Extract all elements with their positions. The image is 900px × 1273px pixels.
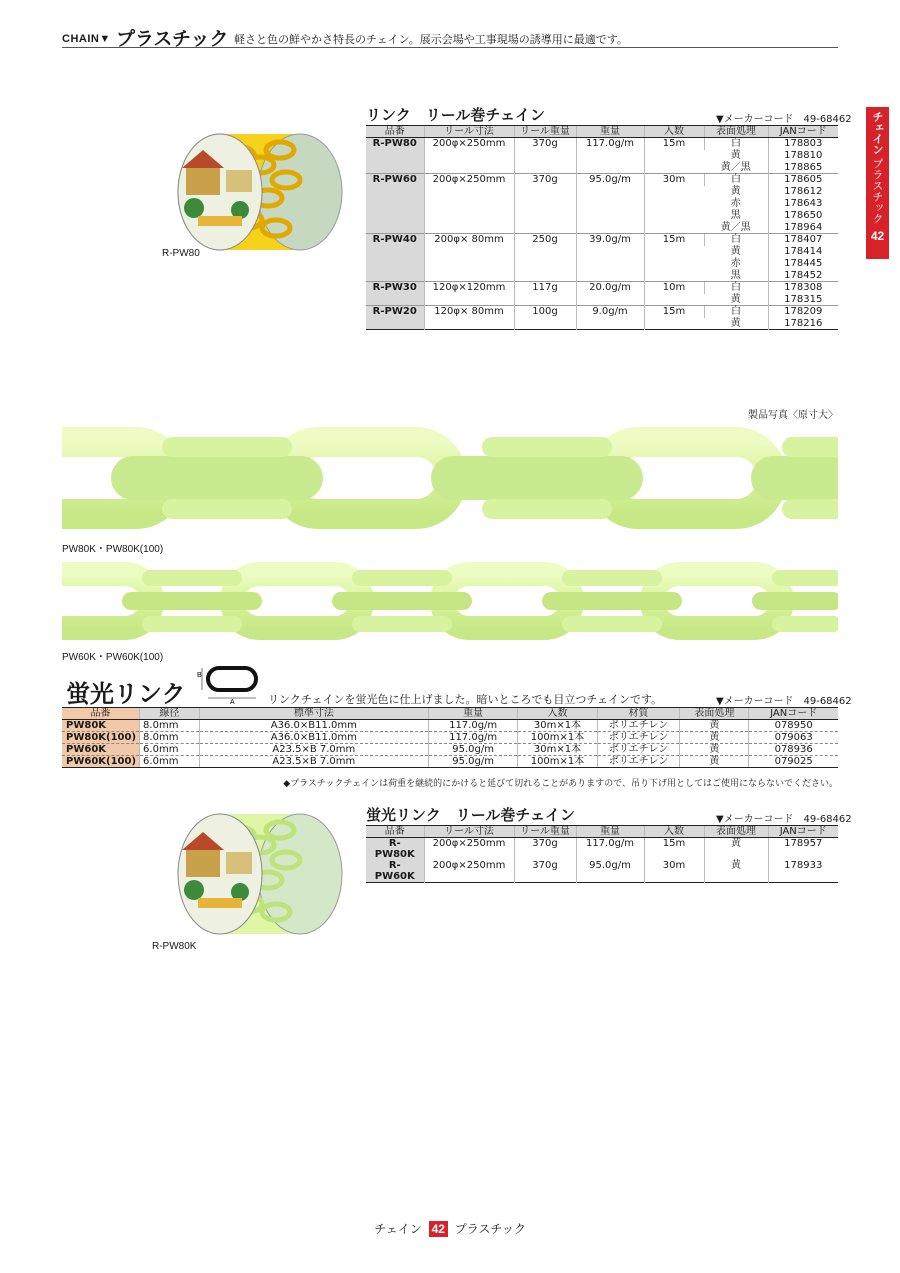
dim-b-label: B [197, 672, 202, 679]
jan-code: 178810 [768, 150, 838, 162]
finish: 黄 [730, 293, 741, 305]
finish: 黄 [680, 720, 749, 732]
jan-code: 178933 [768, 860, 838, 883]
finish: 黄／黒 [720, 161, 751, 173]
table-row [62, 744, 838, 756]
jan-code: 178445 [768, 258, 838, 270]
finish: 黄 [680, 744, 749, 756]
quantity: 10m [644, 282, 704, 306]
col-header: 標準寸法 [199, 708, 428, 720]
jan-code: 178803 [768, 138, 838, 150]
product-code: PW80K(100) [62, 732, 140, 744]
col-header: JANコード [749, 708, 838, 720]
finish: 白 [704, 174, 768, 186]
weight: 117.0g/m [576, 138, 644, 174]
quantity: 15m [644, 838, 704, 861]
jan-code: 178612 [768, 186, 838, 198]
reel-size: 120φ×120mm [424, 282, 514, 306]
page-footer [0, 1220, 900, 1237]
product-code: R-PW60 [366, 174, 424, 234]
jan-code: 079025 [749, 756, 838, 768]
col-header: リール寸法 [424, 826, 514, 838]
finish: 黒 [730, 269, 741, 281]
product-code: PW80K [62, 720, 140, 732]
finish: 白 [704, 234, 768, 246]
standard-size: A23.5×B 7.0mm [199, 756, 428, 768]
jan-code: 178643 [768, 198, 838, 210]
jan-code: 079063 [749, 732, 838, 744]
jan-code: 078936 [749, 744, 838, 756]
jan-code: 078950 [749, 720, 838, 732]
quantity: 30m [644, 174, 704, 234]
weight: 117.0g/m [576, 838, 644, 861]
col-header: 入数 [644, 826, 704, 838]
side-tab-page: 42 [870, 229, 885, 243]
col-header: 品番 [62, 708, 140, 720]
jan-code: 178308 [768, 282, 838, 294]
finish: 白 [704, 306, 768, 318]
col-header: JANコード [768, 826, 838, 838]
col-header: 表面処理 [680, 708, 749, 720]
weight: 20.0g/m [576, 282, 644, 306]
section1-maker-code: ▼メーカーコード 49-68462 [716, 114, 852, 125]
col-header: 入数 [644, 126, 704, 138]
product-code: PW60K [62, 744, 140, 756]
quantity: 15m [644, 138, 704, 174]
side-tab-title: チェイン [871, 111, 884, 155]
finish: 黄 [680, 732, 749, 744]
finish: 黄 [730, 149, 741, 161]
table-row [366, 860, 838, 883]
reel-weight: 100g [514, 306, 576, 330]
reel-size: 200φ×250mm [424, 138, 514, 174]
footer-right: プラスチック [454, 1222, 526, 1236]
material: ポリエチレン [597, 720, 680, 732]
col-header: 重量 [576, 126, 644, 138]
section1-title: リンク リール巻チェイン [366, 106, 545, 124]
standard-size: A23.5×B 7.0mm [199, 744, 428, 756]
side-tab-subtitle: プラスチック [871, 158, 884, 224]
jan-code: 178964 [768, 222, 838, 234]
reel-caption-2: R-PW80K [152, 941, 197, 952]
finish: 黄 [730, 245, 741, 257]
quantity: 30m×1本 [518, 744, 597, 756]
quantity: 30m [644, 860, 704, 883]
table-row [62, 756, 838, 768]
col-header: リール寸法 [424, 126, 514, 138]
reel-size: 120φ× 80mm [424, 306, 514, 330]
col-header: 表面処理 [704, 126, 768, 138]
quantity: 100m×1本 [518, 732, 597, 744]
jan-code: 178216 [768, 318, 838, 330]
material: ポリエチレン [597, 756, 680, 768]
finish: 黄 [704, 860, 768, 883]
reel-size: 200φ×250mm [424, 838, 514, 861]
finish: 黄 [730, 185, 741, 197]
finish: 黄 [680, 756, 749, 768]
product-code: R-PW60K [366, 860, 424, 883]
col-header: 線径 [140, 708, 200, 720]
quantity: 15m [644, 234, 704, 282]
material: ポリエチレン [597, 744, 680, 756]
weight: 95.0g/m [428, 744, 517, 756]
finish: 黄／黒 [720, 221, 751, 233]
reel-size: 200φ×250mm [424, 174, 514, 234]
photo-note: 製品写真〈原寸大〉 [748, 410, 838, 421]
jan-code: 178605 [768, 174, 838, 186]
material: ポリエチレン [597, 732, 680, 744]
reel-chain-table [366, 125, 838, 330]
table-row [366, 174, 838, 186]
reel-caption-1: R-PW80 [162, 248, 200, 259]
col-header: 表面処理 [704, 826, 768, 838]
col-header: 品番 [366, 126, 424, 138]
col-header: 重量 [576, 826, 644, 838]
col-header: 入数 [518, 708, 597, 720]
product-code: R-PW30 [366, 282, 424, 306]
reel-weight: 250g [514, 234, 576, 282]
table-row [62, 732, 838, 744]
finish: 赤 [730, 257, 741, 269]
wire-diameter: 6.0mm [140, 744, 200, 756]
finish: 黄 [704, 838, 768, 861]
table-row [366, 306, 838, 318]
finish: 黒 [730, 209, 741, 221]
reel-size: 200φ× 80mm [424, 234, 514, 282]
table-row [366, 138, 838, 150]
weight: 95.0g/m [576, 860, 644, 883]
standard-size: A36.0×B11.0mm [199, 720, 428, 732]
jan-code: 178650 [768, 210, 838, 222]
product-code: R-PW80K [366, 838, 424, 861]
product-code: R-PW80 [366, 138, 424, 174]
col-header: 品番 [366, 826, 424, 838]
weight: 117.0g/m [428, 720, 517, 732]
wire-diameter: 8.0mm [140, 720, 200, 732]
jan-code: 178315 [768, 294, 838, 306]
weight: 95.0g/m [428, 756, 517, 768]
page-header [62, 24, 838, 48]
weight: 39.0g/m [576, 234, 644, 282]
footer-left: チェイン [374, 1222, 422, 1236]
finish: 赤 [730, 197, 741, 209]
category-title: プラスチック [116, 28, 229, 50]
product-code: R-PW40 [366, 234, 424, 282]
footer-page-number: 42 [429, 1221, 448, 1237]
section2-subtitle: リンクチェインを蛍光色に仕上げました。暗いところでも目立つチェインです。 [268, 693, 663, 706]
dim-a-label: A [230, 699, 235, 706]
quantity: 30m×1本 [518, 720, 597, 732]
fluorescent-reel-table [366, 825, 838, 883]
quantity: 15m [644, 306, 704, 330]
jan-code: 178957 [768, 838, 838, 861]
reel-size: 200φ×250mm [424, 860, 514, 883]
jan-code: 178209 [768, 306, 838, 318]
section2-maker-code: ▼メーカーコード 49-68462 [716, 696, 852, 707]
reel-weight: 370g [514, 860, 576, 883]
weight: 95.0g/m [576, 174, 644, 234]
reel-weight: 370g [514, 138, 576, 174]
caution-note: ◆プラスチックチェインは荷重を継続的にかけると延びて切れることがありますので、吊り下げ用としてはご使用にならないでください。 [283, 779, 838, 789]
col-header: 重量 [428, 708, 517, 720]
reel-weight: 370g [514, 838, 576, 861]
table-row [366, 282, 838, 294]
section3-title: 蛍光リンク リール巻チェイン [366, 806, 575, 824]
weight: 117.0g/m [428, 732, 517, 744]
fluorescent-link-table [62, 707, 838, 768]
chain-photo-pw60k [62, 556, 838, 644]
col-header: リール重量 [514, 126, 576, 138]
reel-weight: 370g [514, 174, 576, 234]
finish: 黄 [730, 317, 741, 329]
chain-caption-1: PW80K・PW80K(100) [62, 544, 164, 555]
reel-weight: 117g [514, 282, 576, 306]
section2-title: 蛍光リンク [66, 680, 186, 708]
finish: 白 [704, 138, 768, 150]
table-row [366, 838, 838, 861]
jan-code: 178414 [768, 246, 838, 258]
weight: 9.0g/m [576, 306, 644, 330]
chain-photo-pw80k [62, 422, 838, 534]
jan-code: 178865 [768, 162, 838, 174]
wire-diameter: 8.0mm [140, 732, 200, 744]
reel-image-fluorescent [168, 800, 358, 940]
finish: 白 [704, 282, 768, 294]
quantity: 100m×1本 [518, 756, 597, 768]
col-header: リール重量 [514, 826, 576, 838]
standard-size: A36.0×B11.0mm [199, 732, 428, 744]
section3-maker-code: ▼メーカーコード 49-68462 [716, 814, 852, 825]
chain-caption-2: PW60K・PW60K(100) [62, 652, 164, 663]
table-row [62, 720, 838, 732]
link-dimension-diagram [194, 664, 264, 706]
product-code: PW60K(100) [62, 756, 140, 768]
col-header: JANコード [768, 126, 838, 138]
table-row [366, 234, 838, 246]
wire-diameter: 6.0mm [140, 756, 200, 768]
jan-code: 178452 [768, 270, 838, 282]
category-description: 軽さと色の鮮やかさ特長のチェイン。展示会場や工事現場の誘導用に最適です。 [234, 33, 628, 46]
col-header: 材質 [597, 708, 680, 720]
chain-label: CHAIN▼ [62, 33, 111, 45]
side-index-tab[interactable] [866, 107, 889, 259]
jan-code: 178407 [768, 234, 838, 246]
reel-image-yellow [168, 120, 358, 255]
product-code: R-PW20 [366, 306, 424, 330]
